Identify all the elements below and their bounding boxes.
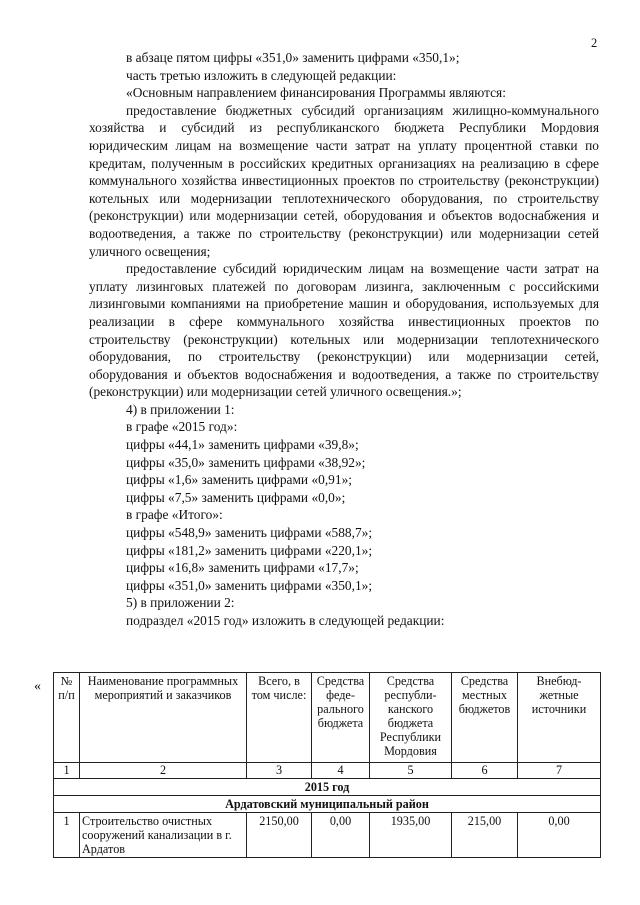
column-number-row xyxy=(54,763,601,779)
paragraph: часть третью изложить в следующей редакции: xyxy=(126,67,397,83)
column-number: 5 xyxy=(370,763,452,779)
paragraph: в графе «2015 год»: xyxy=(126,419,238,435)
header-extra: Внебюд-жетные источники xyxy=(518,673,601,763)
column-number: 6 xyxy=(452,763,518,779)
paragraph: предоставление субсидий юридическим лицам на возмещение части затрат на уплату лизинговых платежей по договорам лизинга, заключенным с российскими лизинговыми компаниями на приобретение машин и оборудования, используемых для реализации в сфере коммунального хозяйства инвестиционных проектов по строительству (реконструкции) котельных или модернизации теплотехнического оборудования, по строительству (реконструкции) или модернизации сетей, оборудования и объектов водоснабжения и водоотведения, а также по строительству (реконструкции) или модернизации сетей уличного освещения.»; xyxy=(89,261,599,400)
header-name: Наименование программных мероприятий и заказчиков xyxy=(80,673,247,763)
paragraph: цифры «548,9» заменить цифрами «588,7»; xyxy=(126,525,373,541)
header-federal: Средства феде-рального бюджета xyxy=(312,673,370,763)
column-number: 2 xyxy=(80,763,247,779)
paragraph: цифры «1,6» заменить цифрами «0,91»; xyxy=(126,472,352,488)
row-local: 215,00 xyxy=(452,813,518,858)
paragraph: цифры «16,8» заменить цифрами «17,7»; xyxy=(126,560,359,576)
header-total: Всего, в том числе: xyxy=(247,673,312,763)
row-extra: 0,00 xyxy=(518,813,601,858)
header-num: № п/п xyxy=(54,673,80,763)
column-number: 1 xyxy=(54,763,80,779)
header-republic: Средства республи-канского бюджета Республики Мордовия xyxy=(370,673,452,763)
column-number: 4 xyxy=(312,763,370,779)
table-row xyxy=(54,813,601,858)
paragraph: цифры «44,1» заменить цифрами «39,8»; xyxy=(126,437,359,453)
paragraph: цифры «351,0» заменить цифрами «350,1»; xyxy=(126,577,373,593)
paragraph: в абзаце пятом цифры «351,0» заменить цифрами «350,1»; xyxy=(126,50,460,65)
row-name: Строительство очистных сооружений канализации в г. Ардатов xyxy=(80,813,247,858)
opening-quote-mark: « xyxy=(34,679,41,694)
district-name: Ардатовский муниципальный район xyxy=(54,796,601,813)
paragraph: 4) в приложении 1: xyxy=(126,401,235,417)
district-row xyxy=(54,796,601,813)
paragraph: предоставление бюджетных субсидий организациям жилищно-коммунального хозяйства и субсидий из республиканского бюджета Республики Мордовия юридическим лицам на возмещение части затрат на уплату процентной ставки по кредитам, полученным в российских кредитных организациях на реализацию в сфере коммунального хозяйства инвестиционных проектов по строительству (реконструкции) котельных или модернизации теплотехнического оборудования, по строительству (реконструкции) или модернизации сетей, оборудования и объектов водоснабжения и водоотведения, а также по строительству (реконструкции) или модернизации сетей уличного освещения; xyxy=(89,102,599,259)
column-number: 7 xyxy=(518,763,601,779)
paragraph: «Основным направлением финансирования Программы являются: xyxy=(126,85,506,101)
table-header-row xyxy=(54,673,601,763)
paragraph: цифры «7,5» заменить цифрами «0,0»; xyxy=(126,489,346,505)
header-local: Средства местных бюджетов xyxy=(452,673,518,763)
paragraph: цифры «181,2» заменить цифрами «220,1»; xyxy=(126,542,373,558)
section-year: 2015 год xyxy=(54,779,601,796)
row-federal: 0,00 xyxy=(312,813,370,858)
paragraph: 5) в приложении 2: xyxy=(126,595,235,611)
page-number: 2 xyxy=(591,36,598,50)
document-body xyxy=(89,49,599,630)
column-number: 3 xyxy=(247,763,312,779)
row-num: 1 xyxy=(54,813,80,858)
row-republic: 1935,00 xyxy=(370,813,452,858)
funding-table xyxy=(53,672,601,858)
paragraph: в графе «Итого»: xyxy=(126,507,223,523)
section-year-row xyxy=(54,779,601,796)
paragraph: подраздел «2015 год» изложить в следующей редакции: xyxy=(126,613,445,628)
row-total: 2150,00 xyxy=(247,813,312,858)
paragraph: цифры «35,0» заменить цифрами «38,92»; xyxy=(126,454,366,470)
